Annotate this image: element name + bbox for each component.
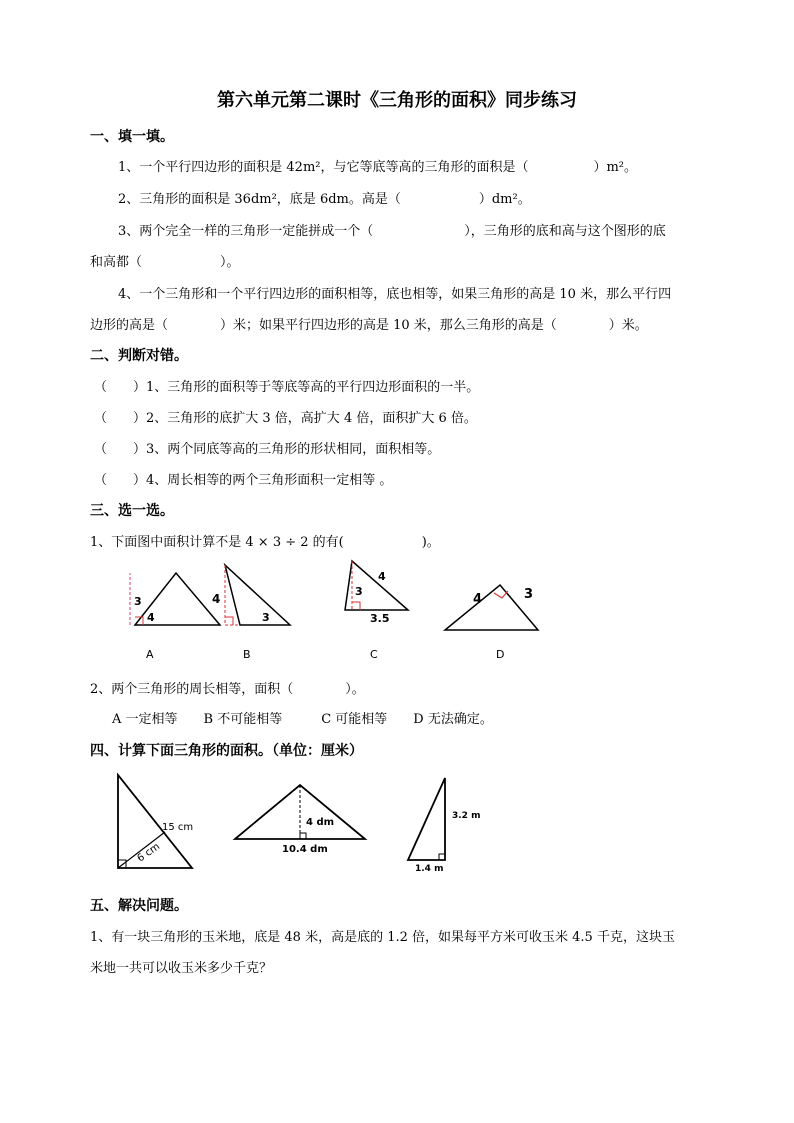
figure-label: 3.2 m: [452, 811, 481, 821]
question-text: 和高都（ ）。: [90, 255, 240, 270]
figure-label: 3: [134, 595, 142, 608]
question-text: 1、一个平行四边形的面积是 42m²，与它等底等高的三角形的面积是（ ）m²。: [118, 160, 638, 175]
question-text: 4、一个三角形和一个平行四边形的面积相等，底也相等，如果三角形的高是 10 米，那么平行四: [118, 287, 672, 302]
judge-item: （ ）3、两个同底等高的三角形的形状相同，面积相等。: [94, 442, 441, 457]
choice-options: A 一定相等 B 不可能相等 C 可能相等 D 无法确定。: [112, 712, 493, 727]
figure-label: 4: [473, 592, 483, 607]
question-text: 1、下面图中面积计算不是 4 × 3 ÷ 2 的有( )。: [90, 535, 440, 550]
question-text: 2、两个三角形的周长相等，面积（ ）。: [90, 682, 365, 697]
section-heading: 三、选一选。: [90, 503, 174, 519]
figure-label: 3.5: [370, 612, 390, 625]
figure-label: 1.4 m: [415, 864, 444, 874]
question-text: 1、有一块三角形的玉米地，底是 48 米，高是底的 1.2 倍，如果每平方米可收玉米 4.5 千克，这块玉: [90, 930, 675, 945]
triangle-figure-b: [212, 565, 290, 625]
figure-label: 3: [355, 585, 363, 598]
triangle-figure-2: [235, 785, 365, 855]
page-title: 第六单元第二课时《三角形的面积》同步练习: [217, 90, 577, 111]
question-text: 3、两个完全一样的三角形一定能拼成一个（ ），三角形的底和高与这个图形的底: [118, 224, 666, 239]
choice-label: D: [496, 648, 505, 661]
judge-item: （ ）2、三角形的底扩大 3 倍，高扩大 4 倍，面积扩大 6 倍。: [94, 411, 477, 426]
choice-figures: [90, 555, 560, 665]
choice-label: A: [146, 648, 154, 661]
figure-label: 4: [378, 570, 386, 583]
question-text: 米地一共可以收玉米多少千克？: [90, 961, 273, 976]
section-heading: 四、计算下面三角形的面积。（单位：厘米）: [90, 743, 363, 759]
triangle-figure-d: [445, 585, 538, 630]
triangle-figure-a: [130, 573, 220, 625]
question-text: 2、三角形的面积是 36dm²，底是 6dm。高是（ ）dm²。: [118, 192, 531, 207]
triangle-figure-c: [345, 561, 408, 625]
section-heading: 一、填一填。: [90, 129, 174, 145]
choice-label: B: [243, 648, 251, 661]
choice-label: C: [370, 648, 378, 661]
triangle-figure-3: [408, 778, 480, 874]
judge-item: （ ）1、三角形的面积等于等底等高的平行四边形面积的一半。: [94, 380, 480, 395]
figure-label: 3: [524, 587, 534, 602]
judge-item: （ ）4、周长相等的两个三角形面积一定相等 。: [94, 473, 393, 488]
section-heading: 五、解决问题。: [90, 898, 188, 914]
question-text: 边形的高是（ ）米；如果平行四边形的高是 10 米，那么三角形的高是（ ）米。: [90, 318, 648, 333]
area-figures: [110, 770, 510, 875]
figure-label: 4 dm: [306, 817, 335, 828]
figure-label: 6 cm: [135, 841, 163, 865]
triangle-figure-1: [118, 775, 193, 868]
figure-label: 15 cm: [162, 822, 194, 833]
figure-label: 4: [147, 611, 155, 624]
figure-label: 4: [212, 592, 221, 606]
figure-label: 3: [262, 611, 270, 624]
figure-label: 10.4 dm: [282, 844, 328, 855]
section-heading: 二、判断对错。: [90, 348, 188, 364]
